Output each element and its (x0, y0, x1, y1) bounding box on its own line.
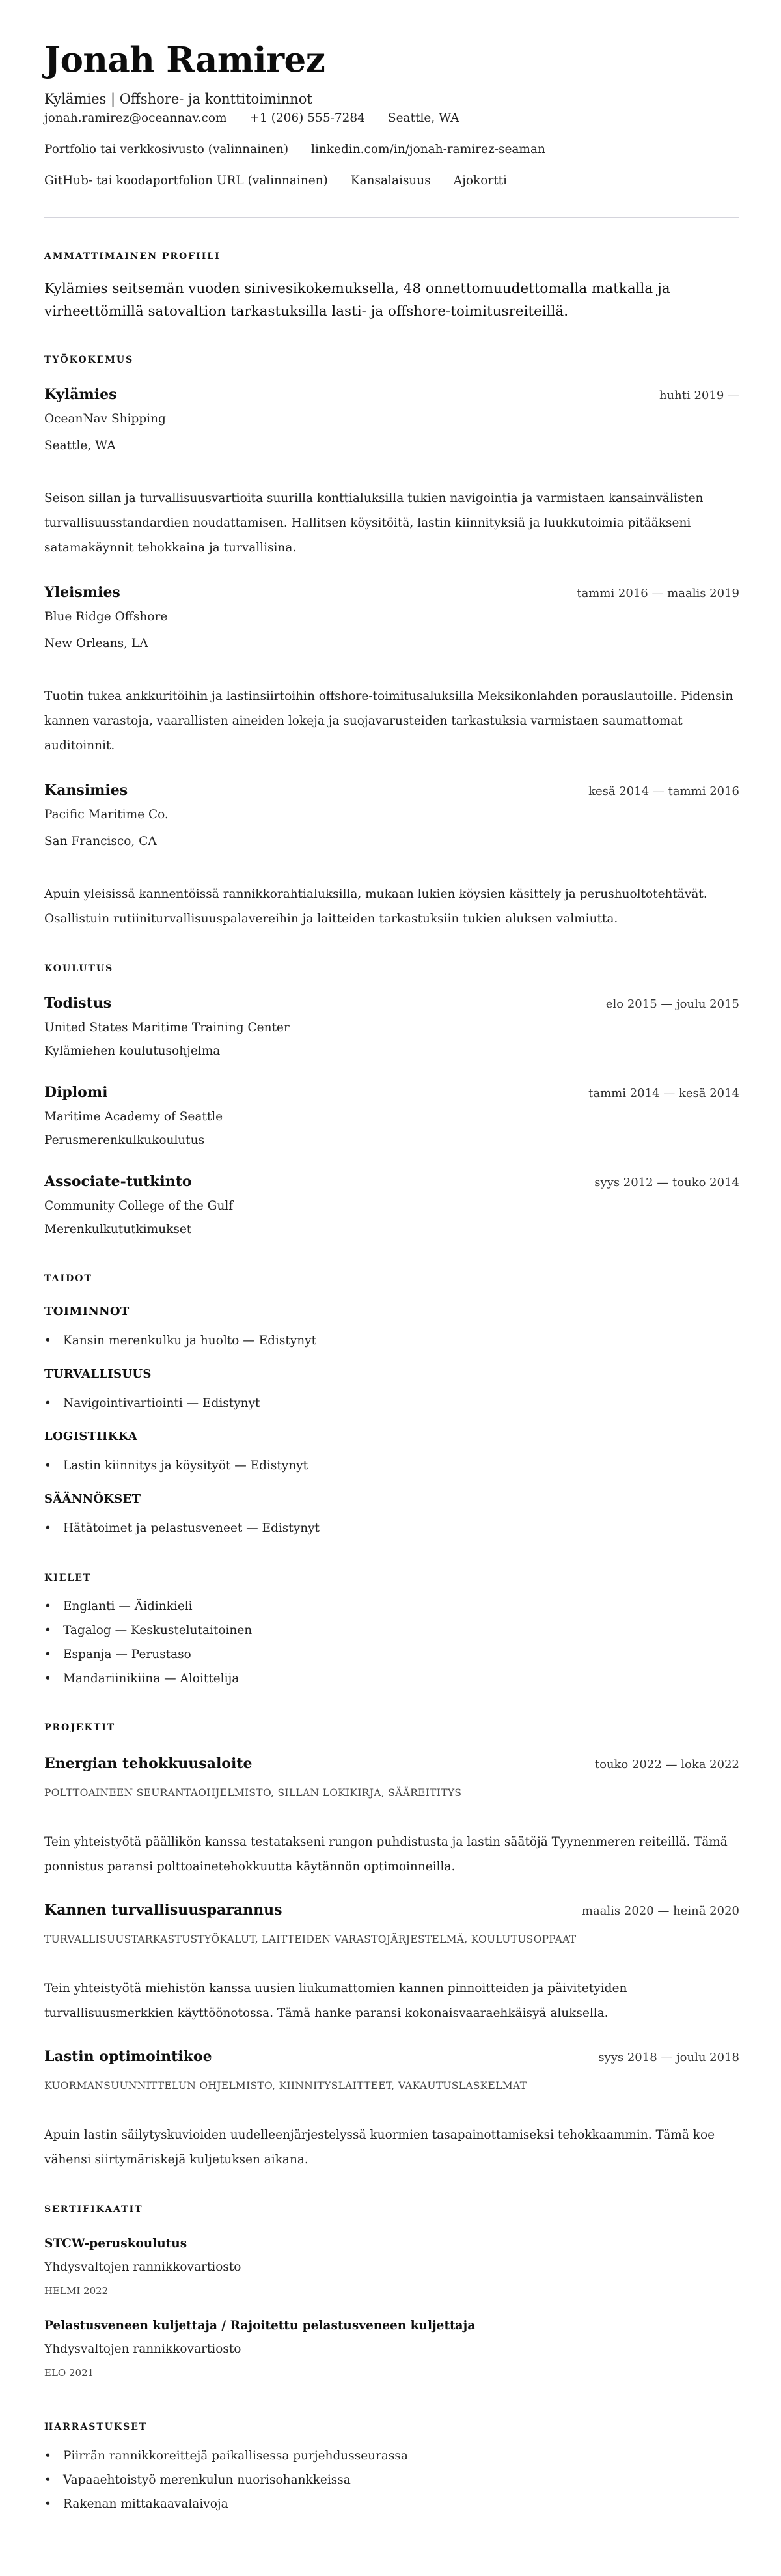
profile-summary: Kylämies seitsemän vuoden sinivesikokemuksella, 48 onnettomuudettomalla matkalla ja virheettömillä satovaltion tarkastuksilla lasti- ja offshore-toimitusreiteillä. (44, 281, 670, 320)
section-title-certifications: SERTIFIKAATIT (44, 2204, 143, 2215)
field-of-study: Merenkulkututkimukset (44, 1223, 192, 1236)
entry-dates: kesä 2014 — tammi 2016 (588, 784, 739, 798)
drivers-license-text: Ajokortti (453, 174, 507, 187)
job-location: San Francisco, CA (44, 835, 157, 848)
section-title-projects: PROJEKTIT (44, 1723, 116, 1733)
certification-issuer: Yhdysvaltojen rannikkovartiosto (44, 2260, 241, 2274)
education-entry (44, 991, 739, 1063)
entry-header (44, 1898, 739, 1923)
field-of-study: Perusmerenkulkukoulutus (44, 1133, 205, 1147)
skill-category: TOIMINNOT (44, 1305, 130, 1318)
entry-dates: touko 2022 — loka 2022 (594, 1758, 739, 1771)
entry-header (44, 383, 739, 408)
project-title: Lastin optimointikoe (44, 2048, 212, 2065)
entry-header (44, 1170, 739, 1195)
education-entry (44, 1081, 739, 1152)
job-title: Kylämies (44, 386, 117, 403)
entry-dates: elo 2015 — joulu 2015 (605, 997, 739, 1011)
section-title-languages: KIELET (44, 1573, 92, 1583)
skill-list (44, 1394, 739, 1413)
job-description: Seison sillan ja turvallisuusvartioita suurilla konttialuksilla tukien navigointia ja varmistaen kansainvälisten turvallisuusstandardien noudattamisen. Hallitsen köysitöitä, lastin kiinnityksiä ja luukkutoimia pitääkseni satamakäynnit tehokkaina ja turvallisina. (44, 492, 704, 555)
entry-header (44, 581, 739, 605)
certification-date: ELO 2021 (44, 2367, 94, 2379)
certification-name: Pelastusveneen kuljettaja / Rajoitettu pelastusveneen kuljettaja (44, 2319, 476, 2333)
contact-row (44, 171, 739, 191)
section-title-hobbies: HARRASTUKSET (44, 2422, 148, 2432)
certification-entry (44, 2316, 739, 2385)
candidate-name: Jonah Ramirez (44, 40, 325, 80)
phone-link[interactable]: +1 (206) 555-7284 (249, 111, 365, 125)
hobbies-list (44, 2444, 739, 2516)
entry-header (44, 779, 739, 803)
project-entry (44, 1752, 739, 1879)
location-text: Seattle, WA (387, 111, 459, 125)
project-tech: TURVALLISUUSTARKASTUSTYÖKALUT, LAITTEIDEN VARASTOJÄRJESTELMÄ, KOULUTUSOPPAAT (44, 1933, 577, 1945)
language-item: • Englanti — Äidinkieli (44, 1594, 739, 1618)
contact-row (44, 109, 739, 128)
degree-title: Associate-tutkinto (44, 1173, 192, 1190)
job-location: Seattle, WA (44, 439, 116, 452)
section-title-skills: TAIDOT (44, 1273, 92, 1284)
project-description: Tein yhteistyötä päällikön kanssa testatakseni rungon puhdistusta ja lastin säätöjä Tyynenmeren reiteillä. Tämä ponnistus paransi polttoainetehokkuutta käytännön optimoinneilla. (44, 1835, 728, 1874)
language-item: • Tagalog — Keskustelutaitoinen (44, 1618, 739, 1642)
skill-item: • Navigointivartiointi — Edistynyt (44, 1394, 739, 1413)
project-tech: POLTTOAINEEN SEURANTAOHJELMISTO, SILLAN LOKIKIRJA, SÄÄREITITYS (44, 1787, 462, 1799)
linkedin-link[interactable]: linkedin.com/in/jonah-ramirez-seaman (311, 143, 545, 156)
skill-category: SÄÄNNÖKSET (44, 1492, 141, 1506)
project-entry (44, 1898, 739, 2026)
school-name: Maritime Academy of Seattle (44, 1110, 223, 1124)
entry-header (44, 1081, 739, 1105)
experience-entry (44, 383, 739, 561)
languages-list (44, 1594, 739, 1691)
entry-dates: maalis 2020 — heinä 2020 (581, 1904, 739, 1918)
project-description: Tein yhteistyötä miehistön kanssa uusien liukumattomien kannen pinnoitteiden ja päivitetyiden turvallisuusmerkkien käyttöönotossa. Tämä hanke paransi kokonaisvaaraehkäisyä aluksella. (44, 1982, 627, 2020)
entry-header (44, 991, 739, 1016)
projects-list (44, 1752, 739, 2172)
entry-header (44, 2045, 739, 2070)
skill-item: • Kansin merenkulku ja huolto — Edistynyt (44, 1331, 739, 1351)
education-entry (44, 1170, 739, 1241)
language-item: • Mandariinikiina — Aloittelija (44, 1667, 739, 1691)
school-name: United States Maritime Training Center (44, 1021, 290, 1034)
github-link[interactable]: GitHub- tai koodaportfolion URL (valinnainen) (44, 174, 328, 187)
job-location: New Orleans, LA (44, 637, 148, 650)
project-title: Kannen turvallisuusparannus (44, 1902, 282, 1918)
email-link[interactable]: jonah.ramirez@oceannav.com (44, 111, 227, 125)
job-title: Kansimies (44, 782, 128, 799)
header-divider (44, 217, 739, 218)
skill-item: • Lastin kiinnitys ja köysityöt — Edistynyt (44, 1456, 739, 1476)
entry-dates: tammi 2014 — kesä 2014 (588, 1087, 739, 1100)
skill-category: TURVALLISUUS (44, 1367, 152, 1381)
contact-row (44, 140, 739, 159)
candidate-headline: Kylämies | Offshore- ja konttitoiminnot (44, 91, 312, 107)
certification-date: HELMI 2022 (44, 2285, 109, 2297)
section-title-profile: AMMATTIMAINEN PROFIILI (44, 251, 221, 262)
skill-list (44, 1456, 739, 1476)
language-item: • Espanja — Perustaso (44, 1642, 739, 1667)
skill-category: LOGISTIIKKA (44, 1430, 138, 1443)
hobby-item: • Piirrän rannikkoreittejä paikallisessa purjehdusseurassa (44, 2444, 739, 2468)
job-description: Tuotin tukea ankkuritöihin ja lastinsiirtoihin offshore-toimitusaluksilla Meksikonlahden porauslautoille. Pidensin kannen varastoja, vaarallisten aineiden lokeja ja suojavarusteiden tarkastuksia varmistaen saumattomat auditoinnit. (44, 689, 733, 753)
portfolio-link[interactable]: Portfolio tai verkkosivusto (valinnainen) (44, 143, 289, 156)
certification-entry (44, 2234, 739, 2303)
job-title: Yleismies (44, 584, 120, 601)
skill-list (44, 1519, 739, 1538)
entry-dates: tammi 2016 — maalis 2019 (577, 587, 739, 600)
certifications-list (44, 2234, 739, 2385)
company-name: OceanNav Shipping (44, 412, 166, 426)
project-description: Apuin lastin säilytyskuvioiden uudelleenjärjestelyssä kuormien tasapainottamiseksi tehokkaammin. Tämä koe vähensi siirtymäriskejä kuljetuksen aikana. (44, 2128, 715, 2167)
job-description: Apuin yleisissä kannentöissä rannikkorahtialuksilla, mukaan lukien köysien käsittely ja perushuoltotehtävät. Osallistuin rutiiniturvallisuuspalavereihin ja laitteiden tarkastuksiin tukien aluksen valmiutta. (44, 887, 707, 926)
experience-list (44, 383, 739, 932)
entry-header (44, 1752, 739, 1777)
section-title-experience: TYÖKOKEMUS (44, 355, 134, 365)
section-title-education: KOULUTUS (44, 963, 114, 974)
certification-name: STCW-peruskoulutus (44, 2237, 187, 2251)
citizenship-text: Kansalaisuus (350, 174, 431, 187)
school-name: Community College of the Gulf (44, 1199, 234, 1213)
company-name: Pacific Maritime Co. (44, 808, 169, 822)
entry-dates: huhti 2019 — (659, 389, 739, 402)
company-name: Blue Ridge Offshore (44, 610, 168, 624)
skill-item: • Hätätoimet ja pelastusveneet — Edistynyt (44, 1519, 739, 1538)
skill-list (44, 1331, 739, 1351)
degree-title: Diplomi (44, 1084, 108, 1101)
project-title: Energian tehokkuusaloite (44, 1755, 253, 1772)
degree-title: Todistus (44, 995, 112, 1012)
experience-entry (44, 581, 739, 758)
education-list (44, 991, 739, 1241)
hobby-item: • Vapaaehtoistyö merenkulun nuorisohankkeissa (44, 2468, 739, 2492)
certification-issuer: Yhdysvaltojen rannikkovartiosto (44, 2342, 241, 2356)
experience-entry (44, 779, 739, 932)
project-entry (44, 2045, 739, 2172)
entry-dates: syys 2018 — joulu 2018 (598, 2051, 739, 2064)
project-tech: KUORMANSUUNNITTELUN OHJELMISTO, KIINNITYSLAITTEET, VAKAUTUSLASKELMAT (44, 2080, 527, 2092)
entry-dates: syys 2012 — touko 2014 (594, 1176, 739, 1189)
field-of-study: Kylämiehen koulutusohjelma (44, 1044, 221, 1058)
hobby-item: • Rakenan mittakaavalaivoja (44, 2492, 739, 2516)
resume-header (44, 40, 739, 191)
